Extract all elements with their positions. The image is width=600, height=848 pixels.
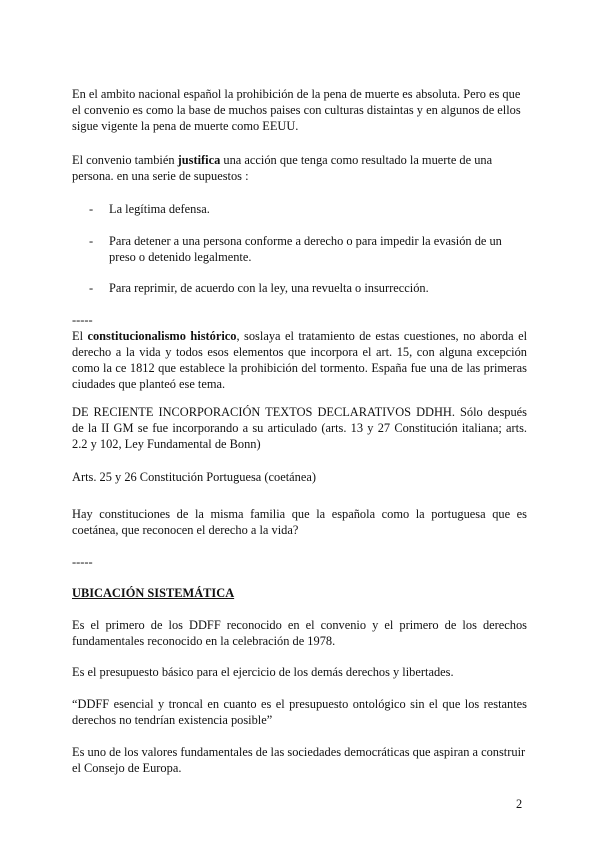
paragraph-death-penalty: En el ambito nacional español la prohibición de la pena de muerte es absoluta. Pero es que el convenio es como la base de muchos paises con culturas distaintas y en algunos de ellos sigue vigente la pena de muerte como EEUU. — [72, 87, 521, 133]
list-item — [89, 201, 529, 217]
paragraph-basic-presupposition: Es el presupuesto básico para el ejercicio de los demás derechos y libertades. — [72, 665, 454, 679]
section-heading: UBICACIÓN SISTEMÁTICA — [72, 586, 235, 600]
paragraph-first-right: Es el primero de los DDFF reconocido en el convenio y el primero de los derechos fundamentales reconocido en la celebración de 1978. — [72, 618, 527, 648]
paragraph-recent-incorporation: DE RECIENTE INCORPORACIÓN TEXTOS DECLARATIVOS DDHH. Sólo después de la II GM se fue incorporando a su articulado (arts. 13 y 27 Constitución italiana; arts. 2.2 y 102, Ley Fundamental de Bonn) — [72, 405, 527, 451]
paragraph-text: El — [72, 329, 88, 343]
paragraph-text: , soslaya el tratamiento de estas cuestiones, no aborda el derecho a la vida y todos esos elementos que incorpora el art. 15, con alguna excepción como la ce 1812 que establece la prohibición del tormento. España fue una de las primeras ciudades que planteó ese tema. — [72, 329, 528, 391]
paragraph-text: El convenio también — [72, 153, 178, 167]
list-item — [89, 280, 529, 296]
list-item-text: Para detener a una persona conforme a derecho o para impedir la evasión de un preso o detenido legalmente. — [109, 234, 502, 264]
paragraph-fundamental-values: Es uno de los valores fundamentales de las sociedades democráticas que aspiran a construir el Consejo de Europa. — [72, 745, 526, 775]
separator: ----- — [72, 313, 93, 327]
list-item-text: Para reprimir, de acuerdo con la ley, una revuelta o insurrección. — [109, 281, 429, 295]
list-dash: - — [89, 234, 94, 248]
bold-term: constitucionalismo histórico — [87, 329, 237, 343]
list-dash: - — [89, 202, 94, 216]
paragraph-quote: “DDFF esencial y troncal en cuanto es el presupuesto ontológico sin el que los restantes derechos no tendrían existencia posible” — [72, 697, 527, 727]
paragraph-historical-constitutionalism — [72, 328, 527, 392]
paragraph-portuguese-constitution: Arts. 25 y 26 Constitución Portuguesa (coetánea) — [72, 470, 316, 484]
list-item — [89, 233, 529, 265]
paragraph-question: Hay constituciones de la misma familia que la española como la portuguesa que es coetánea, que reconocen el derecho a la vida? — [72, 507, 527, 537]
paragraph-text: una acción que tenga como resultado la muerte de una persona. en una serie de supuestos : — [72, 153, 493, 183]
paragraph-convention-justifies — [72, 152, 527, 184]
bold-term: justifica — [177, 153, 221, 167]
list-dash: - — [89, 281, 94, 295]
list-item-text: La legítima defensa. — [109, 202, 210, 216]
page-number: 2 — [516, 797, 523, 811]
separator: ----- — [72, 555, 93, 569]
